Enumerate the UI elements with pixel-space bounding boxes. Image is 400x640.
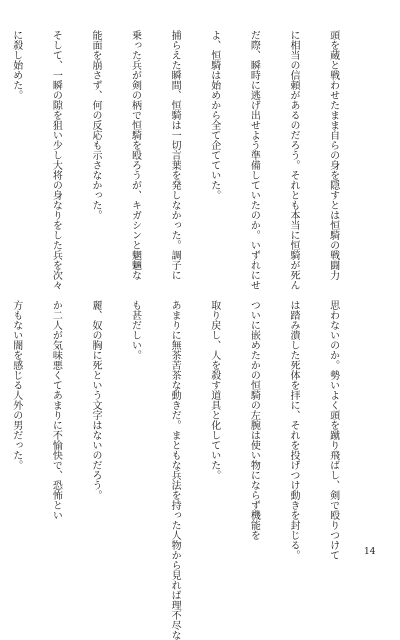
text-line: も甚だしい。 bbox=[129, 300, 141, 360]
text-line: あまりに無茶苦茶な動きだ。まともな兵法を持った人物から見れば理不尽な bbox=[169, 300, 181, 640]
text-line: 能面を崩さず、何の反応も示さなかった。 bbox=[89, 30, 101, 220]
text-line: は踏み潰した死体を拝に、それを投げつけ動きを封じる。 bbox=[287, 300, 299, 560]
text-line: よ、恒騎は始めから全て企てていた。 bbox=[208, 30, 220, 200]
text-line: 乗った兵が剣の柄で恒騎を殴ろうが、キガシンと魍魎な bbox=[129, 30, 141, 280]
text-line: に相当の信頼があるのだろう。それとも本当に恒騎が死ん bbox=[287, 30, 299, 290]
text-line: に殺し始めた。 bbox=[10, 30, 22, 100]
bottom-text-block bbox=[10, 300, 366, 640]
text-line: 方もない闇を感じる人外の男だった。 bbox=[10, 300, 22, 470]
text-line: だ際、瞬時に逃げ出せよう準備していたのか。いずれにせ bbox=[248, 30, 260, 290]
text-line: 頭を蔵と戦わせたまま自らの身を隠すとは恒騎の戦闘力 bbox=[327, 30, 339, 280]
text-line: 麗、奴の胸に死という文字はないのだろう。 bbox=[89, 300, 101, 500]
top-text-block bbox=[10, 30, 366, 290]
text-line: そして、一瞬の隙を狙い少し大将の身なりをした兵を次々 bbox=[50, 30, 62, 290]
text-line: ついに嵌めたかの恒騎の左腕は使い物にならず機能を bbox=[248, 300, 260, 540]
text-line: 思わないのか。勢いよく頭を蹴り飛ばし、剣で殴りつけて bbox=[327, 300, 339, 560]
text-line: 取り戻し、人を殺す道具と化していた。 bbox=[208, 300, 220, 480]
text-line: か二人が気味悪くてあまりに不愉快で、恐怖とい bbox=[50, 300, 62, 520]
text-line: 捕らえた瞬間、恒騎は一切言葉を発しなかった。調子に bbox=[169, 30, 181, 280]
page-number: 14 bbox=[364, 547, 376, 557]
